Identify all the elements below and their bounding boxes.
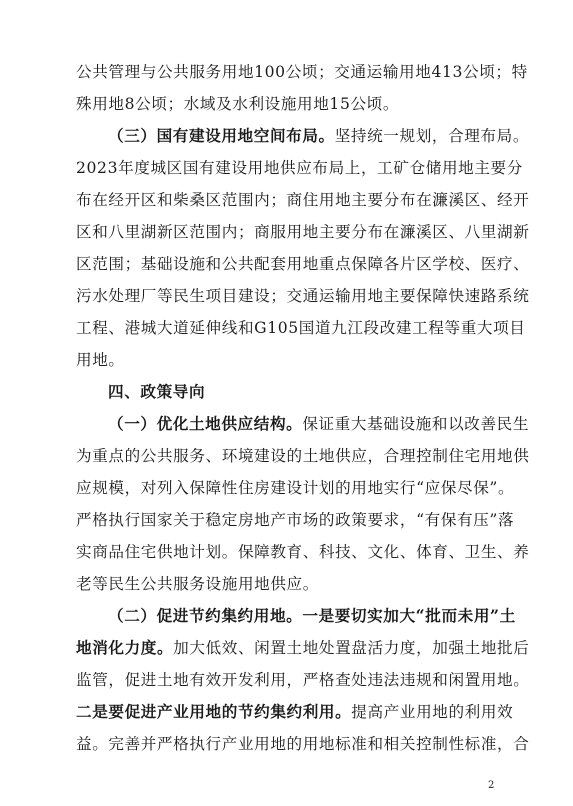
body-text: 益。完善并严格执行产业用地的用地标准和相关控制性标准，合 xyxy=(76,735,530,753)
body-text: 污水处理厂等民生项目建设；交通运输用地主要保障快速路系统 xyxy=(76,287,530,305)
body-text: 布在经开区和柴桑区范围内；商住用地主要分布在濂溪区、经开 xyxy=(76,191,530,209)
body-text: 区和八里湖新区范围内；商服用地主要分布在濂溪区、八里湖新 xyxy=(76,223,530,241)
text-line xyxy=(76,446,530,466)
text-line xyxy=(76,94,500,114)
body-text: 公共管理与公共服务用地100公顷；交通运输用地413公顷；特 xyxy=(76,63,528,81)
text-line xyxy=(76,254,530,274)
text-line xyxy=(76,318,526,338)
body-text: 2023年度城区国有建设用地供应布局上，工矿仓储用地主要分 xyxy=(76,159,523,177)
bold-text: （二）促进节约集约用地。一是要切实加大“批而未用”土 xyxy=(108,606,516,625)
text-line xyxy=(76,190,530,210)
bold-text: （一）优化土地供应结构。 xyxy=(108,414,303,433)
body-text: 实商品住宅供地计划。保障教育、科技、文化、体育、卫生、养 xyxy=(76,543,530,561)
bold-text: （三）国有建设用地空间布局。 xyxy=(108,126,335,145)
body-text: 殊用地8公顷；水域及水利设施用地15公顷。 xyxy=(76,95,400,113)
body-text: 区范围；基础设施和公共配套用地重点保障各片区学校、医疗、 xyxy=(76,255,530,273)
text-line xyxy=(76,670,530,690)
body-text: 监管，促进土地有效开发利用，严格查处违法违规和闲置用地。 xyxy=(76,671,530,689)
text-line xyxy=(76,542,530,562)
bold-text: 二是要促进产业用地的节约集约利用。 xyxy=(76,702,352,721)
text-line xyxy=(76,478,515,498)
text-line xyxy=(76,158,523,178)
text-line xyxy=(108,126,530,146)
text-line xyxy=(108,414,530,434)
body-text: 工程、港城大道延伸线和G105国道九江段改建工程等重大项目 xyxy=(76,319,526,337)
text-line xyxy=(76,350,500,370)
body-text: 为重点的公共服务、环境建设的土地供应，合理控制住宅用地供 xyxy=(76,447,530,465)
text-line xyxy=(108,606,516,626)
text-line xyxy=(76,222,530,242)
text-line xyxy=(76,702,514,722)
text-line xyxy=(108,382,500,402)
text-line xyxy=(76,62,528,82)
text-line xyxy=(76,574,500,594)
body-text: 用地。 xyxy=(76,351,125,369)
body-text: 应规模，对列入保障性住房建设计划的用地实行“应保尽保”。 xyxy=(76,479,515,497)
page-number: 2 xyxy=(488,780,495,791)
body-text: 坚持统一规划，合理布局。 xyxy=(334,127,530,145)
body-text: 保证重大基础设施和以改善民生 xyxy=(302,415,530,433)
bold-text: 地消化力度。 xyxy=(76,638,174,657)
body-text: 严格执行国家关于稳定房地产市场的政策要求，“有保有压”落 xyxy=(76,511,515,529)
body-text: 加大低效、闲置土地处置盘活力度，加强土地批后 xyxy=(173,639,530,657)
text-line xyxy=(76,638,530,658)
body-text: 提高产业用地的利用效 xyxy=(351,703,514,721)
text-line xyxy=(76,734,530,754)
text-line xyxy=(76,510,515,530)
bold-text: 四、政策导向 xyxy=(108,382,206,401)
body-text: 老等民生公共服务设施用地供应。 xyxy=(76,575,319,593)
text-line xyxy=(76,286,530,306)
